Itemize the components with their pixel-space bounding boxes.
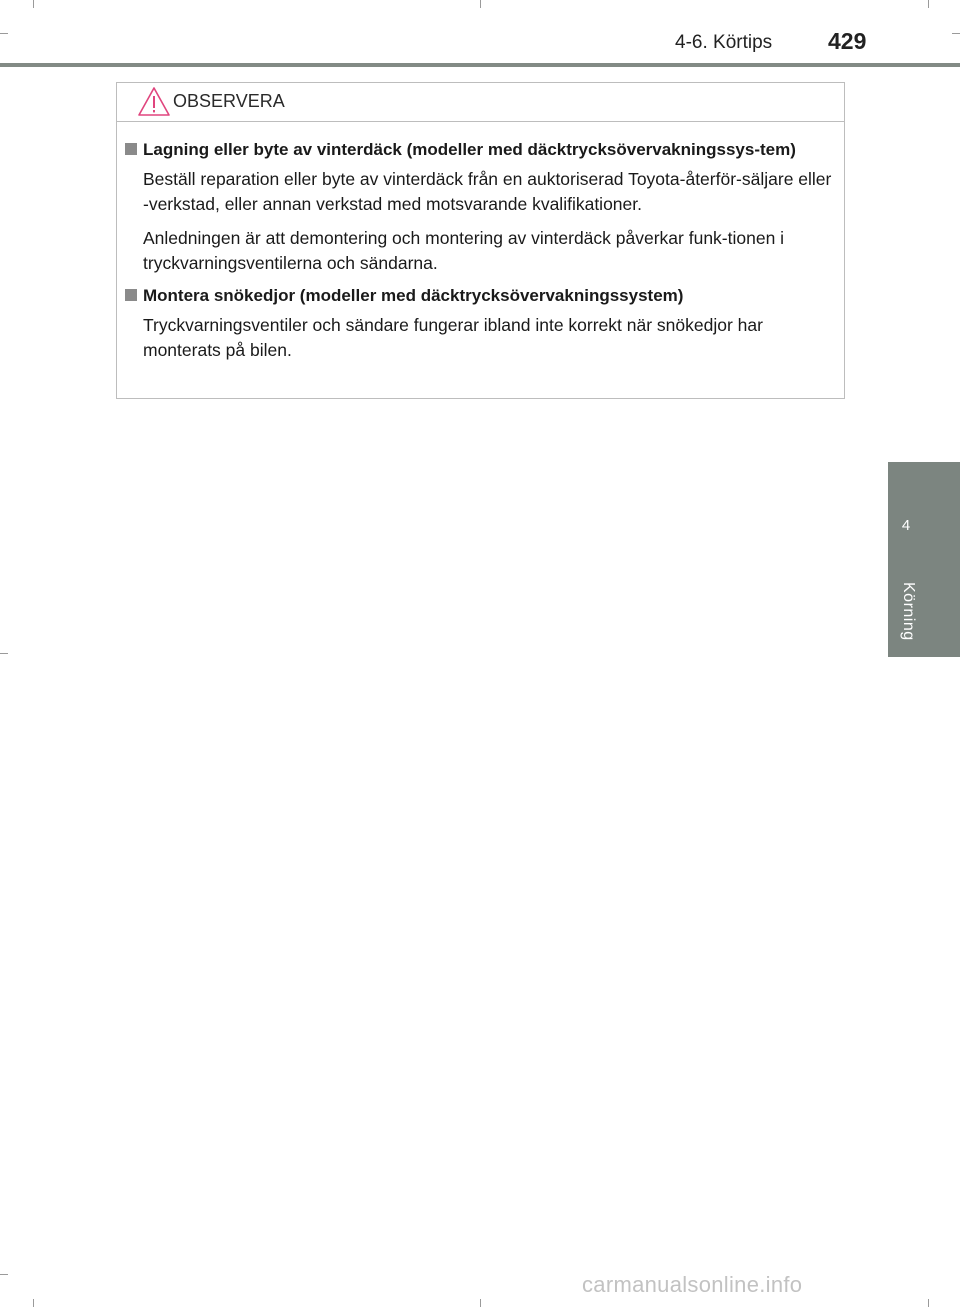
- crop-mark: [928, 1299, 929, 1307]
- chapter-number: 4: [901, 517, 911, 534]
- section-title: 4-6. Körtips: [675, 32, 773, 53]
- crop-mark: [928, 0, 929, 8]
- square-bullet-icon: [125, 143, 137, 155]
- item-heading-text: Montera snökedjor (modeller med däcktrycksövervakningssystem): [143, 286, 684, 305]
- caution-header: [117, 83, 844, 122]
- page-number: 429: [828, 28, 867, 54]
- warning-triangle-icon: [137, 86, 171, 122]
- paragraph: Beställ reparation eller byte av vinterdäck från en auktoriserad Toyota-återför-säljare eller -verkstad, eller annan verkstad med motsvarande kvalifikationer.: [143, 169, 832, 214]
- crop-mark: [33, 0, 34, 8]
- paragraph: Tryckvarningsventiler och sändare fungerar ibland inte korrekt när snökedjor har monterats på bilen.: [143, 315, 763, 360]
- crop-mark: [0, 33, 8, 34]
- crop-mark: [952, 33, 960, 34]
- caution-body: [125, 138, 837, 363]
- item-heading: [125, 284, 837, 308]
- crop-mark: [33, 1299, 34, 1307]
- square-bullet-icon: [125, 289, 137, 301]
- chapter-tab[interactable]: [888, 462, 960, 657]
- caution-box: [116, 82, 845, 399]
- crop-mark: [480, 1299, 481, 1307]
- item-heading: [125, 138, 837, 162]
- chapter-label: Körning: [900, 582, 917, 641]
- crop-mark: [0, 1274, 8, 1275]
- caution-title: OBSERVERA: [173, 91, 285, 111]
- header-rule: [0, 63, 960, 67]
- paragraph: Anledningen är att demontering och montering av vinterdäck påverkar funk-tionen i tryckvarningsventilerna och sändarna.: [143, 228, 785, 273]
- item-heading-text: Lagning eller byte av vinterdäck (modeller med däcktrycksövervakningssys-tem): [143, 140, 796, 159]
- crop-mark: [0, 653, 8, 654]
- watermark: carmanualsonline.info: [582, 1272, 803, 1297]
- crop-mark: [480, 0, 481, 8]
